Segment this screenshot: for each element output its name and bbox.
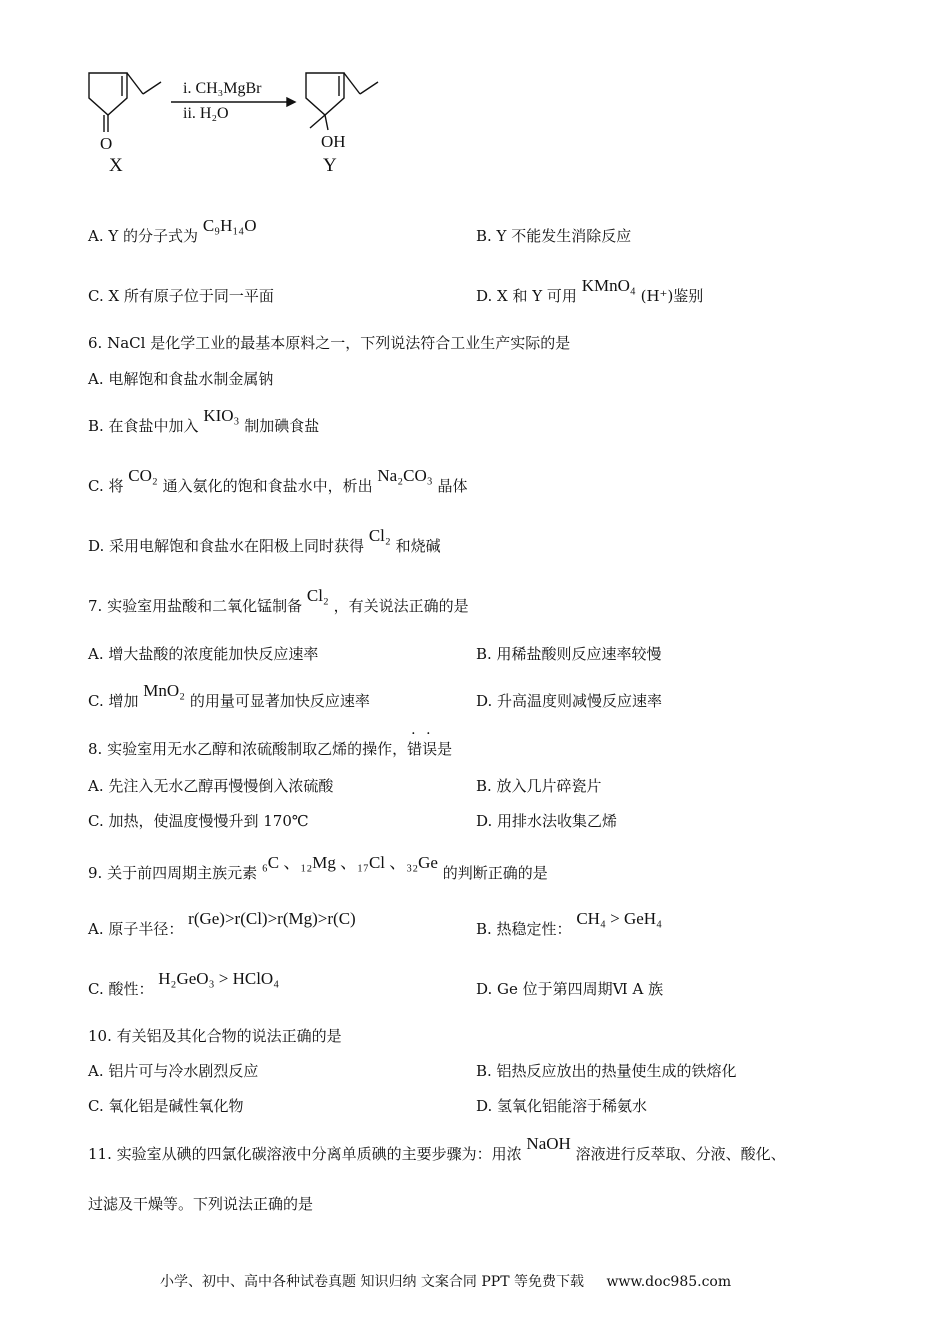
q10-option-b: B. 铝热反应放出的热量使生成的铁熔化 [476,1062,737,1080]
q11-stem-formula: NaOH [526,1134,571,1153]
q6-stem: 6. NaCl 是化学工业的最基本原料之一，下列说法符合工业生产实际的是 [88,334,571,352]
q6-d-formula: Cl₂ [368,526,391,545]
q7-option-d: D. 升高温度则减慢反应速率 [476,692,663,710]
q6-c-formula-1: CO₂ [128,466,158,485]
q9-a-pre: A. 原子半径： [88,920,184,938]
q9-b-formula: CH₄ > GeH₄ [576,909,662,928]
q9-option-b [476,909,662,939]
q6-c-post: 晶体 [437,477,468,495]
q5-a-text: A. Y 的分子式为 [88,227,199,245]
q10-option-a: A. 铝片可与冷水剧烈反应 [88,1062,259,1080]
q10-option-c: C. 氧化铝是碱性氧化物 [88,1097,244,1115]
q5-d-post: (H⁺)鉴别 [640,287,704,305]
q8-option-b: B. 放入几片碎瓷片 [476,777,602,795]
q6-c-pre: C. 将 [88,477,124,495]
q6-d-pre: D. 采用电解饱和食盐水在阳极上同时获得 [88,537,365,555]
q7-option-a: A. 增大盐酸的浓度能加快反应速率 [88,645,319,663]
q6-b-pre: B. 在食盐中加入 [88,417,199,435]
q8-option-d: D. 用排水法收集乙烯 [476,812,618,830]
q5-option-c: C. X 所有原子位于同一平面 [88,287,274,305]
q8-emphasis-2: 误 [422,740,438,758]
q7-stem [88,586,469,616]
q9-option-d: D. Ge 位于第四周期Ⅵ A 族 [476,980,664,998]
q7-c-pre: C. 增加 [88,692,139,710]
q7-stem-post: ，有关说法正确的是 [333,597,469,615]
q6-option-a: A. 电解饱和食盐水制金属钠 [88,370,274,388]
q5-d-formula: KMnO₄ [581,276,636,295]
atom-o: O [100,134,113,153]
q6-option-c [88,466,468,496]
reagent-2: ii. H₂O [183,105,229,122]
q6-c-formula-2: Na₂CO₃ [377,466,433,485]
reagent-1: i. CH₃MgBr [183,80,262,97]
q7-option-b: B. 用稀盐酸则反应速率较慢 [476,645,662,663]
q6-option-b [88,406,320,436]
q9-a-formula: r(Ge)>r(Cl)>r(Mg)>r(C) [188,909,356,928]
q9-stem-pre: 9. 关于前四周期主族元素 [88,864,258,882]
q8-stem-post: 是 [437,740,453,758]
q7-stem-formula: Cl₂ [306,586,329,605]
q11-stem-post: 溶液进行反萃取、分液、酸化、 [575,1145,786,1163]
q8-emphasis-1: 错 [407,740,423,758]
footer-url[interactable]: www.doc985.com [606,1274,732,1290]
reaction-scheme [75,60,405,180]
q9-stem-post: 的判断正确的是 [442,864,548,882]
q8-option-a: A. 先注入无水乙醇再慢慢倒入浓硫酸 [88,777,334,795]
label-y: Y [323,155,337,176]
q7-stem-pre: 7. 实验室用盐酸和二氧化锰制备 [88,597,303,615]
q6-option-d [88,526,441,556]
q6-c-mid: 通入氨化的饱和食盐水中，析出 [162,477,373,495]
q10-stem: 10. 有关铝及其化合物的说法正确的是 [88,1027,342,1045]
q8-stem [88,738,452,759]
q7-c-formula: MnO₂ [143,681,186,700]
q5-option-a [88,216,257,246]
q9-stem [88,853,548,883]
q8-stem-pre: 8. 实验室用无水乙醇和浓硫酸制取乙烯的操作， [88,740,408,758]
q9-b-pre: B. 热稳定性： [476,920,572,938]
q6-b-formula: KIO₃ [203,406,240,425]
atom-oh: OH [321,132,346,151]
q5-option-d [476,276,704,306]
q11-stem-line-1 [88,1134,786,1164]
q7-c-post: 的用量可显著加快反应速率 [189,692,370,710]
q5-a-formula: C₉H₁₄O [202,216,257,235]
q6-d-post: 和烧碱 [395,537,441,555]
q9-option-a [88,909,356,939]
q5-d-pre: D. X 和 Y 可用 [476,287,577,305]
q11-stem-pre: 11. 实验室从碘的四氯化碳溶液中分离单质碘的主要步骤为：用浓 [88,1145,522,1163]
q9-c-pre: C. 酸性： [88,980,154,998]
footer-text: 小学、初中、高中各种试卷真题 知识归纳 文案合同 PPT 等免费下载 [160,1274,584,1290]
q6-b-post: 制加碘食盐 [244,417,320,435]
q9-option-c [88,969,280,999]
label-x: X [109,155,123,176]
q11-stem-line-2: 过滤及干燥等。下列说法正确的是 [88,1195,314,1213]
q9-stem-elements: ₆C 、₁₂Mg 、₁₇Cl 、₃₂Ge [261,853,438,872]
q5-option-b: B. Y 不能发生消除反应 [476,227,632,245]
footer [160,1271,731,1291]
q9-c-formula: H₂GeO₃ > HClO₄ [158,969,280,988]
q7-option-c [88,681,370,711]
q10-option-d: D. 氢氧化铝能溶于稀氨水 [476,1097,648,1115]
q8-option-c: C. 加热，使温度慢慢升到 170℃ [88,812,309,830]
